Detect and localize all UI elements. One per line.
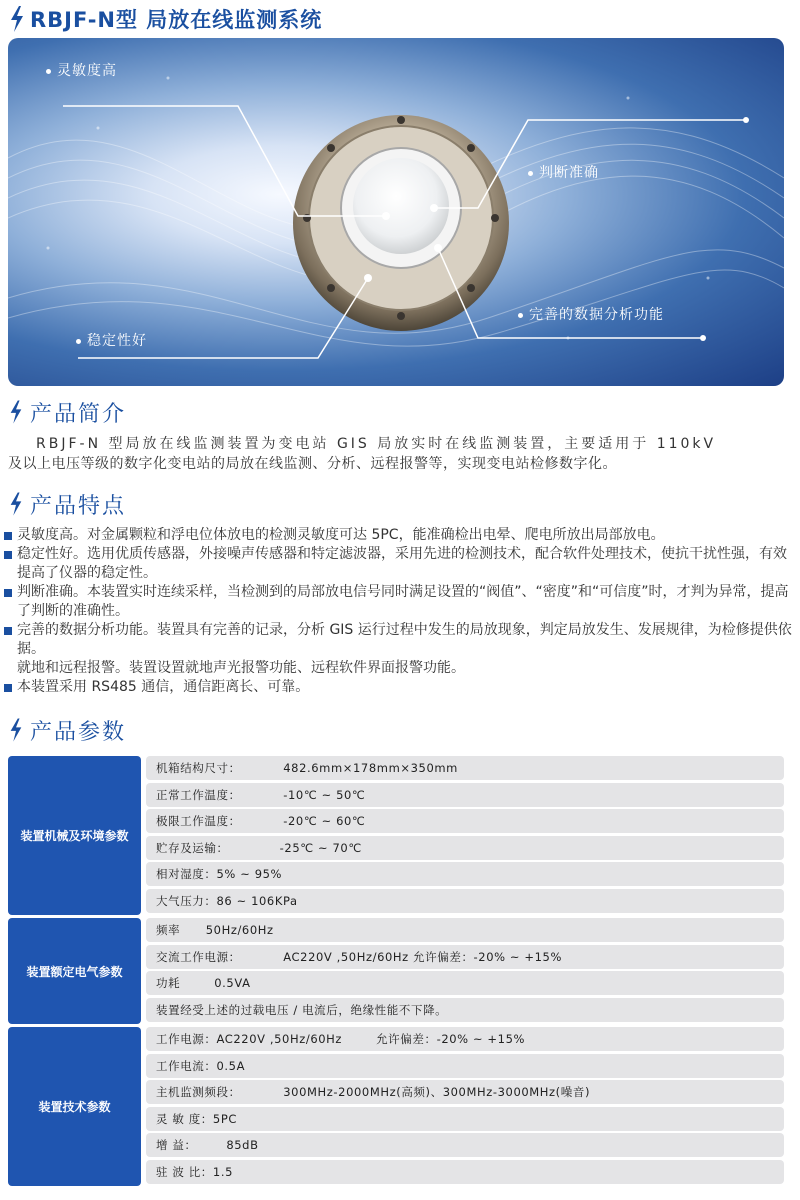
param-row: 频率 50Hz/60Hz — [146, 918, 784, 942]
bullet-square-icon — [4, 684, 12, 692]
param-row: 工作电源：AC220V ,50Hz/60Hz 允许偏差：-20% ~ +15% — [146, 1027, 784, 1051]
bullet-square-icon — [4, 589, 12, 597]
bullet-dot-icon — [518, 313, 523, 318]
lightning-bolt-icon — [8, 491, 24, 517]
hero-product-image — [8, 38, 784, 386]
section-heading-intro — [8, 396, 126, 428]
param-row: 极限工作温度： -20℃ ~ 60℃ — [146, 809, 784, 833]
lightning-bolt-icon — [8, 399, 24, 425]
param-row: 驻 波 比：1.5 — [146, 1160, 784, 1184]
bullet-dot-icon — [76, 339, 81, 344]
lightning-bolt-icon — [8, 717, 24, 743]
intro-line: RBJF-N 型局放在线监测装置为变电站 GIS 局放实时在线监测装置，主要适用于 110kV — [36, 436, 717, 452]
page-title: RBJF-N型 局放在线监测系统 — [30, 8, 323, 32]
section-title: 产品简介 — [30, 401, 127, 427]
param-row: 相对湿度：5% ~ 95% — [146, 862, 784, 886]
param-group-technical — [8, 1027, 784, 1186]
param-row: 交流工作电源： AC220V ,50Hz/60Hz 允许偏差：-20% ~ +15% — [146, 945, 784, 969]
hero-label-accuracy: 判断准确 — [528, 162, 599, 182]
param-row: 贮存及运输： -25℃ ~ 70℃ — [146, 836, 784, 860]
bullet-dot-icon — [46, 69, 51, 74]
param-group-label: 装置额定电气参数 — [8, 918, 141, 1024]
section-title: 产品特点 — [30, 493, 127, 519]
param-row: 增 益： 85dB — [146, 1133, 784, 1157]
param-group-electrical — [8, 918, 784, 1024]
feature-item: 稳定性好。选用优质传感器，外接噪声传感器和特定滤波器，采用先进的检测技术，配合软件处理技术，使抗干扰性强，有效提高了仪器的稳定性。 — [4, 545, 794, 583]
bullet-square-icon — [4, 532, 12, 540]
lightning-bolt-icon — [8, 6, 26, 32]
param-row: 装置经受上述的过载电压 / 电流后，绝缘性能不下降。 — [146, 998, 784, 1022]
feature-item: 判断准确。本装置实时连续采样，当检测到的局部放电信号同时满足设置的“阀值”、“密度”和“可信度”时，才判为异常，提高了判断的准确性。 — [4, 583, 794, 621]
section-title: 产品参数 — [30, 719, 127, 745]
param-row: 灵 敏 度：5PC — [146, 1107, 784, 1131]
bullet-dot-icon — [528, 171, 533, 176]
param-row: 工作电流：0.5A — [146, 1054, 784, 1078]
param-row: 功耗 0.5VA — [146, 971, 784, 995]
section-heading-features — [8, 488, 126, 520]
intro-paragraph — [8, 434, 790, 474]
param-row: 主机监测频段： 300MHz-2000MHz(高频)、300MHz-3000MHz(噪音) — [146, 1080, 784, 1104]
param-row: 大气压力：86 ~ 106KPa — [146, 889, 784, 913]
param-row: 正常工作温度： -10℃ ~ 50℃ — [146, 783, 784, 807]
hero-label-sensitivity: 灵敏度高 — [46, 60, 117, 80]
bullet-square-icon — [4, 627, 12, 635]
params-table — [8, 756, 784, 1189]
section-heading-params — [8, 714, 126, 746]
hero-label-stability: 稳定性好 — [76, 330, 147, 350]
feature-item: 就地和远程报警。装置设置就地声光报警功能、远程软件界面报警功能。 — [17, 660, 465, 676]
param-group-label: 装置机械及环境参数 — [8, 756, 141, 915]
param-row: 机箱结构尺寸： 482.6mm×178mm×350mm — [146, 756, 784, 780]
intro-line: 及以上电压等级的数字化变电站的局放在线监测、分析、远程报警等，实现变电站检修数字化。 — [8, 456, 617, 472]
feature-item: 本装置采用 RS485 通信，通信距离长、可靠。 — [4, 678, 794, 697]
param-group-label: 装置技术参数 — [8, 1027, 141, 1186]
param-group-mechanical — [8, 756, 784, 915]
page-title-bar — [8, 4, 322, 34]
bullet-square-icon — [4, 551, 12, 559]
hero-label-analysis: 完善的数据分析功能 — [518, 304, 664, 324]
feature-item: 完善的数据分析功能。装置具有完善的记录，分析 GIS 运行过程中发生的局放现象，判定局放发生、发展规律，为检修提供依据。 — [4, 621, 794, 659]
feature-item: 灵敏度高。对金属颗粒和浮电位体放电的检测灵敏度可达 5PC，能准确检出电晕、爬电所放出局部放电。 — [4, 526, 794, 545]
feature-list — [4, 526, 794, 697]
